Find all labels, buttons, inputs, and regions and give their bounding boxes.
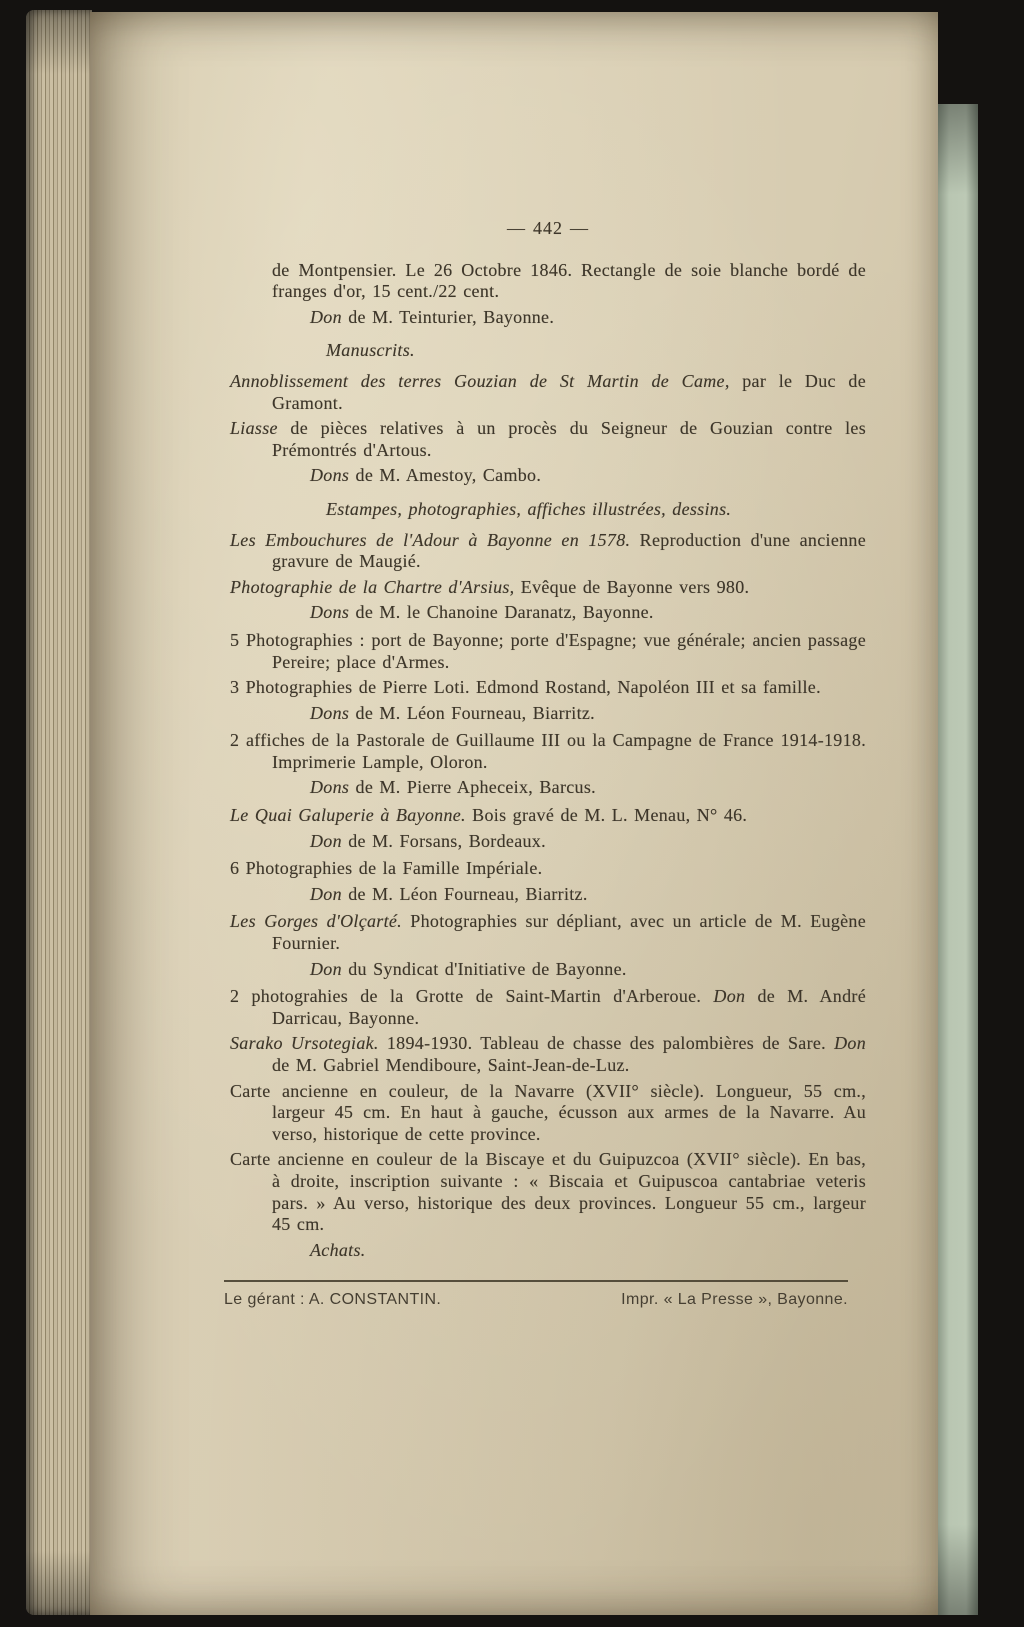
catalogue-entry — [230, 577, 866, 599]
text-segment: de M. Forsans, Bordeaux. — [341, 830, 546, 851]
catalogue-entry — [230, 371, 866, 414]
catalogue-entry — [230, 530, 866, 573]
donation-line — [230, 307, 866, 329]
text-segment: Carte ancienne en couleur de la Biscaye et du Guipuzcoa (XVII° siècle). En bas, à droite, inscription suivante : « Biscaia et Guipuscoa cantabriae veteris pars. » Au verso, historique des deux provinces. Longueur 55 cm., largeur 45 cm. — [230, 1149, 866, 1235]
text-segment: Sarako Ursotegiak. — [230, 1033, 379, 1054]
catalogue-entry — [230, 1081, 866, 1146]
text-segment: 6 Photographies de la Famille Impériale. — [230, 858, 543, 879]
text-segment: Les Embouchures de l'Adour à Bayonne en 1578. — [230, 529, 631, 550]
text-segment: Les Gorges d'Olçarté. — [230, 911, 402, 932]
donation-line — [230, 703, 866, 725]
text-segment: Manuscrits. — [326, 340, 415, 361]
text-segment: Bois gravé de M. L. Menau, N° 46. — [465, 805, 748, 826]
catalogue-entry — [230, 630, 866, 673]
text-segment: Don — [310, 958, 342, 979]
entries — [230, 260, 866, 1262]
text-segment: Estampes, photographies, affiches illustrées, dessins. — [326, 498, 732, 519]
text-segment: de M. Teinturier, Bayonne. — [341, 306, 555, 327]
catalogue-entry — [230, 730, 866, 773]
catalogue-entry — [230, 418, 866, 461]
text-segment: 1894-1930. Tableau de chasse des palombières de Sare. — [378, 1033, 835, 1054]
text-segment: Annoblissement des terres Gouzian de St Martin de Came, — [230, 370, 730, 391]
catalogue-entry — [230, 911, 866, 954]
text-segment: de M. Pierre Apheceix, Barcus. — [349, 777, 596, 798]
donation-line — [230, 884, 866, 906]
text-segment: Don — [834, 1033, 866, 1054]
text-segment: 2 photograhies de la Grotte de Saint-Martin d'Arberoue. — [230, 986, 714, 1007]
text-segment: Photographie de la Chartre d'Arsius, — [230, 576, 515, 597]
text-segment: Dons — [310, 702, 350, 723]
book-spine-page-edges — [26, 10, 92, 1615]
text-segment: Carte ancienne en couleur, de la Navarre (XVII° siècle). Longueur, 55 cm., largeur 45 cm. En haut à gauche, écusson aux armes de la Navarre. Au verso, historique de cette province. — [230, 1080, 866, 1144]
text-segment: Le Quai Galuperie à Bayonne. — [230, 805, 466, 826]
text-segment: Reproduction d'une ancienne gravure de Maugié. — [272, 529, 867, 572]
catalogue-entry — [230, 858, 866, 880]
text-segment: de Montpensier. Le 26 Octobre 1846. Rectangle de soie blanche bordé de franges d'or, 15 cent./22 cent. — [272, 259, 866, 302]
donation-line — [230, 959, 866, 981]
next-page-edge — [938, 104, 978, 1615]
text-segment: Dons — [310, 465, 350, 486]
catalogue-entry — [230, 1033, 866, 1076]
footer-imprimeur: Impr. « La Presse », Bayonne. — [621, 1291, 848, 1308]
text-segment: 5 Photographies : port de Bayonne; porte d'Espagne; vue générale; ancien passage Pereire; place d'Armes. — [230, 629, 866, 672]
catalogue-entry — [230, 677, 866, 699]
text-segment: de M. André Darricau, Bayonne. — [272, 986, 866, 1028]
text-segment: Don — [310, 883, 342, 904]
section-heading — [230, 499, 866, 521]
text-segment: de M. le Chanoine Daranatz, Bayonne. — [349, 602, 654, 623]
page-number: — 442 — — [507, 218, 589, 238]
text-segment: Dons — [310, 602, 350, 623]
donation-line — [230, 831, 866, 853]
section-heading — [230, 340, 866, 362]
page-footer — [224, 1280, 848, 1309]
catalogue-entry — [230, 1149, 866, 1235]
text-segment: de pièces relatives à un procès du Seigneur de Gouzian contre les Prémontrés d'Artous. — [272, 418, 866, 460]
text-segment: Photographies sur dépliant, avec un article de M. Eugène Fournier. — [272, 911, 866, 954]
paragraph-continuation — [230, 260, 866, 303]
text-segment: Dons — [310, 777, 350, 798]
text-segment: Liasse — [230, 418, 278, 439]
text-segment: Don — [310, 830, 342, 851]
text-segment: de M. Gabriel Mendiboure, Saint-Jean-de-Luz. — [272, 1055, 630, 1075]
donation-line — [230, 465, 866, 487]
text-segment: de M. Léon Fourneau, Biarritz. — [349, 702, 595, 723]
text-segment: par le Duc de Gramont. — [272, 370, 866, 413]
text-segment: de M. Léon Fourneau, Biarritz. — [341, 883, 588, 904]
donation-line — [230, 1240, 866, 1262]
text-segment: de M. Amestoy, Cambo. — [349, 465, 542, 486]
text-segment: Don — [713, 986, 746, 1007]
catalogue-entry — [230, 986, 866, 1029]
catalogue-entry — [230, 805, 866, 827]
text-segment: Achats. — [310, 1239, 366, 1260]
page-text-column — [230, 218, 866, 1267]
donation-line — [230, 777, 866, 799]
donation-line — [230, 602, 866, 624]
text-segment: 3 Photographies de Pierre Loti. Edmond Rostand, Napoléon III et sa famille. — [230, 677, 821, 698]
book-page — [90, 12, 938, 1615]
text-segment: du Syndicat d'Initiative de Bayonne. — [341, 958, 627, 979]
text-segment: Don — [310, 306, 342, 327]
text-segment: Evêque de Bayonne vers 980. — [514, 576, 750, 597]
footer-gerant: Le gérant : A. CONSTANTIN. — [224, 1291, 442, 1308]
text-segment: 2 affiches de la Pastorale de Guillaume III ou la Campagne de France 1914-1918. Imprimerie Lample, Oloron. — [230, 730, 866, 772]
